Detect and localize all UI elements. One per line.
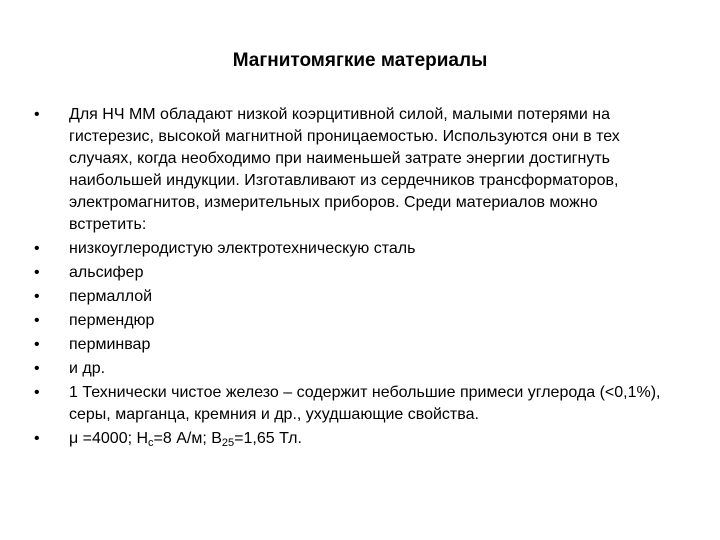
list-item-text: перминвар [69, 336, 151, 353]
list-item-alsifer [34, 262, 674, 284]
b-value: =1,65 Тл. [234, 430, 302, 447]
list-item-text: 1 Технически чистое железо – содержит небольшие примеси углерода (<0,1%), серы, марганца, кремния и др., ухудшающие свойства. [69, 384, 661, 423]
list-item-description [34, 104, 674, 236]
list-item-text: пермаллой [69, 288, 153, 305]
list-item-steel [34, 238, 674, 260]
b-subscript: 25 [221, 437, 235, 449]
bullet-icon: • [34, 430, 40, 447]
bullet-icon: • [34, 106, 40, 123]
bullet-icon: • [34, 312, 40, 329]
bullet-icon: • [34, 360, 40, 377]
list-item-pure-iron [34, 382, 674, 426]
mu-text: μ =4000; H [69, 430, 149, 447]
list-item-text: Для НЧ ММ обладают низкой коэрцитивной силой, малыми потерями на гистерезис, высокой магнитной проницаемостью. Используются они в тех случаях, когда необходимо при наименьшей затрате энергии достигнуть наибольшей индукции. Изготавливают из сердечников трансформаторов, электромагнитов, измерительных приборов. Среди материалов можно встретить: [69, 106, 620, 233]
list-item-text: и др. [69, 360, 106, 377]
slide-title: Магнитомягкие материалы [232, 50, 488, 71]
list-item-properties [34, 428, 674, 450]
properties-formula [69, 430, 302, 447]
bullet-icon: • [34, 288, 40, 305]
bullet-list [34, 104, 674, 452]
hc-value: =8 А/м; B [153, 430, 222, 447]
list-item-text: альсифер [69, 264, 144, 281]
list-item-text: низкоуглеродистую электротехническую сталь [69, 240, 416, 257]
bullet-icon: • [34, 264, 40, 281]
bullet-icon: • [34, 240, 40, 257]
bullet-icon: • [34, 336, 40, 353]
list-item-etc [34, 358, 674, 380]
list-item-perminvar [34, 334, 674, 356]
bullet-icon: • [34, 384, 40, 401]
list-item-permendur [34, 310, 674, 332]
list-item-permalloy [34, 286, 674, 308]
hc-subscript: c [148, 437, 154, 449]
list-item-text: пермендюр [69, 312, 155, 329]
